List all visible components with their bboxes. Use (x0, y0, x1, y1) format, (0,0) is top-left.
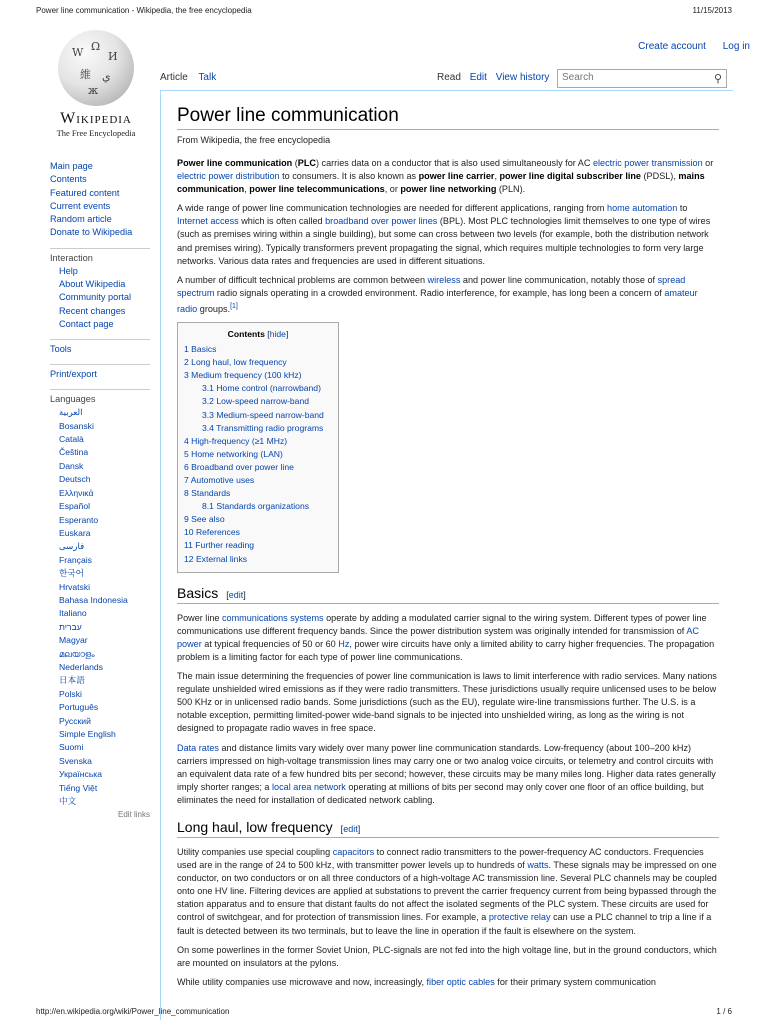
print-title: Power line communication - Wikipedia, the free encyclopedia (36, 6, 252, 15)
link-home-automation[interactable]: home automation (607, 203, 678, 214)
language-link[interactable]: Español (59, 501, 91, 512)
tab-edit[interactable]: Edit (469, 72, 487, 83)
link-fiber-optic-cables[interactable]: fiber optic cables (426, 976, 495, 987)
language-link[interactable]: Magyar (59, 635, 88, 646)
page-title: Power line communication (177, 105, 719, 130)
sidebar-item-featured-content[interactable]: Featured content (50, 187, 120, 198)
language-link[interactable]: Nederlands (59, 661, 103, 672)
link-local-area-network[interactable]: local area network (272, 781, 346, 792)
link-amateur-radio[interactable]: amateur radio (177, 287, 698, 314)
longhaul-paragraph-2: On some powerlines in the former Soviet Union, PLC-signals are not fed into the high voltage line, but in the ground conductors, which are mounted on insulators at the pylons. (177, 944, 717, 968)
print-footer (36, 1007, 732, 1016)
sidebar-interaction-heading[interactable]: Interaction (50, 248, 150, 265)
basics-paragraph-1: Power line communications systems operate by adding a modulated carrier signal to the wiring system. Different types of power line communications use different frequency bands. Since the power distribution system was originally intended for transmission of AC power at typical frequencies of 50 or 60 Hz, power wire circuits have only a limited ability to carry higher frequencies. The propagation problem is a limiting factor for each type of power line communications. (177, 612, 715, 662)
language-link[interactable]: Hrvatski (59, 581, 91, 592)
table-of-contents (177, 322, 339, 573)
link-data-rates[interactable]: Data rates (177, 742, 219, 753)
sidebar (50, 160, 150, 819)
toc-item[interactable]: 1 Basics (184, 344, 217, 355)
edit-links[interactable]: Edit links (117, 810, 150, 820)
wikipedia-logo[interactable] (40, 30, 152, 138)
logo-wordmark: Wikipedia (60, 110, 132, 127)
sidebar-languages (50, 406, 150, 808)
sidebar-item-contents[interactable]: Contents (50, 174, 87, 185)
language-link[interactable]: 한국어 (59, 568, 84, 579)
sidebar-item-help[interactable]: Help (59, 265, 78, 276)
language-link[interactable]: فارسی (59, 541, 85, 552)
language-link[interactable]: Bosanski (59, 420, 94, 431)
login-link[interactable]: Log in (722, 41, 750, 52)
toc-item[interactable]: 3.2 Low-speed narrow-band (202, 396, 310, 407)
intro-paragraph-2: A wide range of power line communication technologies are needed for different applications, ranging from home automation to Internet access which is often called broadband over power lines (BPL). Most PLC technologies limit themselves to one type of wires (such as premises wiring within a single building), but some can cross between two levels (for example, both the distribution network and premises wiring). Typically transformers prevent propagating the signal, which requires multiple technologies to form very large networks. Various data rates and frequencies are used in different situations. (177, 203, 711, 266)
toc-item[interactable]: 3.4 Transmitting radio programs (202, 422, 324, 433)
create-account-link[interactable]: Create account (638, 41, 706, 52)
toc-item[interactable]: 9 See also (184, 514, 225, 525)
intro-paragraph-3: A number of difficult technical problems are common between wireless and power line communication, notably those of spread spectrum radio signals operating in a crowded environment. Radio interference, for example, has long been a concern of amateur radio groups.[1] (177, 274, 698, 314)
toc-hide-link[interactable]: hide (269, 329, 286, 340)
language-link[interactable]: Esperanto (59, 514, 99, 525)
language-link[interactable]: Русский (59, 715, 91, 726)
toc-item[interactable]: 10 References (184, 527, 240, 538)
toc-item[interactable]: 2 Long haul, low frequency (184, 357, 287, 368)
language-link[interactable]: Português (59, 702, 99, 713)
toc-item[interactable]: 8.1 Standards organizations (202, 501, 310, 512)
toc-item[interactable]: 3.3 Medium-speed narrow-band (202, 409, 324, 420)
print-header (36, 6, 732, 15)
toc-list (184, 343, 332, 566)
basics-paragraph-3: Data rates and distance limits vary widely over many power line communication standards. Low-frequency (about 100–200 kHz) carriers impressed on high-voltage transmission lines may carry one or two analog voice circuits, or telemetry and control circuits with an equivalent data rate of a few hundred bits per second; however, these circuits may be many miles long. Higher data rates generally imply shorter ranges; a local area network operating at millions of bits per second may only cover one floor of an office building, but eliminates the need for installation of dedicated network cabling. (177, 742, 716, 805)
toc-item[interactable]: 7 Automotive uses (184, 475, 255, 485)
language-link[interactable]: 中文 (59, 796, 77, 807)
site-sub: From Wikipedia, the free encyclopedia (177, 135, 331, 145)
link-protective-relay[interactable]: protective relay (488, 912, 551, 923)
link-ac-power[interactable]: AC power (177, 625, 699, 649)
language-link[interactable]: Français (59, 554, 92, 565)
sidebar-item-recent-changes[interactable]: Recent changes (59, 305, 126, 316)
language-link[interactable]: Ελληνικά (59, 487, 94, 498)
sidebar-item-current-events[interactable]: Current events (50, 200, 111, 211)
longhaul-paragraph-1: Utility companies use special coupling capacitors to connect radio transmitters to the power-frequency AC conductors. Frequencies used are in the range of 24 to 500 kHz, with transmitter power levels up to hundreds of watts. These signals may be impressed on one conductor, on two conductors or on all three conductors of a high-voltage AC transmission line. Several PLC channels may be coupled onto one HV line. Filtering devices are applied at substations to prevent the carrier frequency current from being bypassed through the station apparatus and to ensure that distant faults do not affect the isolated segments of the PLC system. These circuits are used for control of switchgear, and for protection of transmission lines. For example, a protective relay can use a PLC channel to trip a line if a fault is detected between its two terminals, but to leave the line in operation if the fault is elsewhere on the system. (177, 846, 717, 936)
sidebar-languages-heading: Languages (50, 389, 150, 406)
link-internet-access[interactable]: Internet access (177, 216, 239, 227)
language-link[interactable]: Tiếng Việt (59, 782, 98, 793)
print-date: 11/15/2013 (692, 6, 732, 15)
language-link[interactable]: Euskara (59, 527, 91, 538)
link-electric-power-distribution[interactable]: electric power distribution (177, 171, 280, 182)
search-input[interactable] (557, 69, 727, 88)
personal-tools (624, 41, 750, 52)
sidebar-item-main-page[interactable]: Main page (50, 161, 93, 171)
language-link[interactable]: العربية (59, 407, 83, 418)
edit-section-link[interactable]: edit (343, 823, 358, 834)
sidebar-interaction (50, 265, 150, 331)
tab-read[interactable]: Read (437, 72, 461, 83)
search-placeholder: Search (562, 72, 594, 83)
link-hz[interactable]: Hz (338, 638, 350, 649)
link-communications-systems[interactable]: communications systems (222, 612, 324, 623)
language-link[interactable]: Deutsch (59, 474, 91, 485)
logo-slogan: The Free Encyclopedia (56, 128, 136, 138)
toc-title: Contents [hide] (227, 329, 289, 340)
language-link[interactable]: Simple English (59, 729, 116, 740)
section-heading-long-haul: Long haul, low frequency [edit] (177, 819, 719, 838)
link-spread-spectrum[interactable]: spread spectrum (177, 274, 686, 298)
language-link[interactable]: മലയാളം (59, 648, 95, 659)
sidebar-item-contact-page[interactable]: Contact page (59, 318, 114, 329)
sidebar-item-random-article[interactable]: Random article (50, 214, 112, 225)
sidebar-navigation (50, 160, 150, 240)
link-electric-power-transmission[interactable]: electric power transmission (592, 158, 703, 168)
sidebar-item-community-portal[interactable]: Community portal (59, 292, 131, 303)
toc-item[interactable]: 11 Further reading (184, 540, 255, 551)
toc-item[interactable]: 6 Broadband over power line (184, 461, 294, 472)
language-link[interactable]: Català (59, 434, 84, 445)
language-link[interactable]: Svenska (59, 755, 92, 766)
language-link[interactable]: Українська (59, 769, 103, 780)
toc-item[interactable]: 3.1 Home control (narrowband) (202, 383, 321, 394)
tab-view-history[interactable]: View history (495, 72, 550, 83)
puzzle-globe-icon: W Ω И 維 ي ж (58, 30, 134, 106)
link-watts[interactable]: watts (527, 860, 549, 871)
toc-item[interactable]: 8 Standards (184, 488, 231, 499)
sidebar-tools[interactable]: Tools (50, 339, 150, 356)
link-broadband-over-power-lines[interactable]: broadband over power lines (325, 216, 438, 227)
view-tabs (437, 72, 555, 83)
language-link[interactable]: 日本語 (59, 675, 85, 686)
toc-item[interactable]: 5 Home networking (LAN) (184, 448, 283, 459)
language-link[interactable]: Italiano (59, 608, 87, 619)
language-link[interactable]: עברית (59, 621, 82, 632)
language-link[interactable]: Čeština (59, 447, 89, 458)
basics-paragraph-2: The main issue determining the frequencies of power line communication is laws to limit interference with radio services. Many nations regulate unshielded wired emissions as if they were radio transmitters. These jurisdictions usually require unlicensed uses to be below 500 KHz or in unlicensed radio bands. Some jurisdictions (such as the EU), regulate wire-line transmissions further. The U.S. is a notable exception, permitting limited-power wide-band signals to be injected into unshielded wiring, as long as the wiring is not designed to propagate radio waves in free space. (177, 671, 717, 734)
namespace-tabs (160, 72, 224, 83)
language-link[interactable]: Suomi (59, 742, 84, 753)
toc-item[interactable]: 12 External links (184, 553, 248, 564)
link-wireless[interactable]: wireless (427, 274, 461, 285)
sidebar-item-about-wikipedia[interactable]: About Wikipedia (59, 279, 126, 290)
sidebar-item-donate-to-wikipedia[interactable]: Donate to Wikipedia (50, 227, 133, 238)
section-heading-basics: Basics [edit] (177, 585, 719, 604)
citation-1[interactable]: [1] (230, 302, 238, 310)
print-page-number: 1 / 6 (716, 1007, 732, 1016)
tab-talk[interactable]: Talk (198, 72, 217, 83)
toc-item[interactable]: 4 High-frequency (≥1 MHz) (184, 435, 288, 446)
longhaul-paragraph-3: While utility companies use microwave and now, increasingly, fiber optic cables for their primary system communication (177, 976, 656, 987)
link-capacitors[interactable]: capacitors (332, 846, 375, 857)
language-link[interactable]: Bahasa Indonesia (59, 594, 128, 605)
tab-article[interactable]: Article (160, 72, 188, 83)
print-url: http://en.wikipedia.org/wiki/Power_line_communication (36, 1007, 230, 1016)
toc-item[interactable]: 3 Medium frequency (100 kHz) (184, 370, 302, 381)
article-content (160, 90, 733, 1020)
language-link[interactable]: Polski (59, 688, 82, 699)
intro-paragraph-1: Power line communication (PLC) carries data on a conductor that is also used simultaneously for AC electric power transmission or electric power distribution to consumers. It is also known as power line carrier, power line digital subscriber line (PDSL), mains communication, power line telecommunications, or power line networking (PLN). (177, 158, 714, 195)
search-icon[interactable]: ⚲ (713, 73, 722, 85)
sidebar-print-export[interactable]: Print/export (50, 364, 150, 381)
edit-section-link[interactable]: edit (228, 589, 244, 600)
language-link[interactable]: Dansk (59, 460, 84, 471)
